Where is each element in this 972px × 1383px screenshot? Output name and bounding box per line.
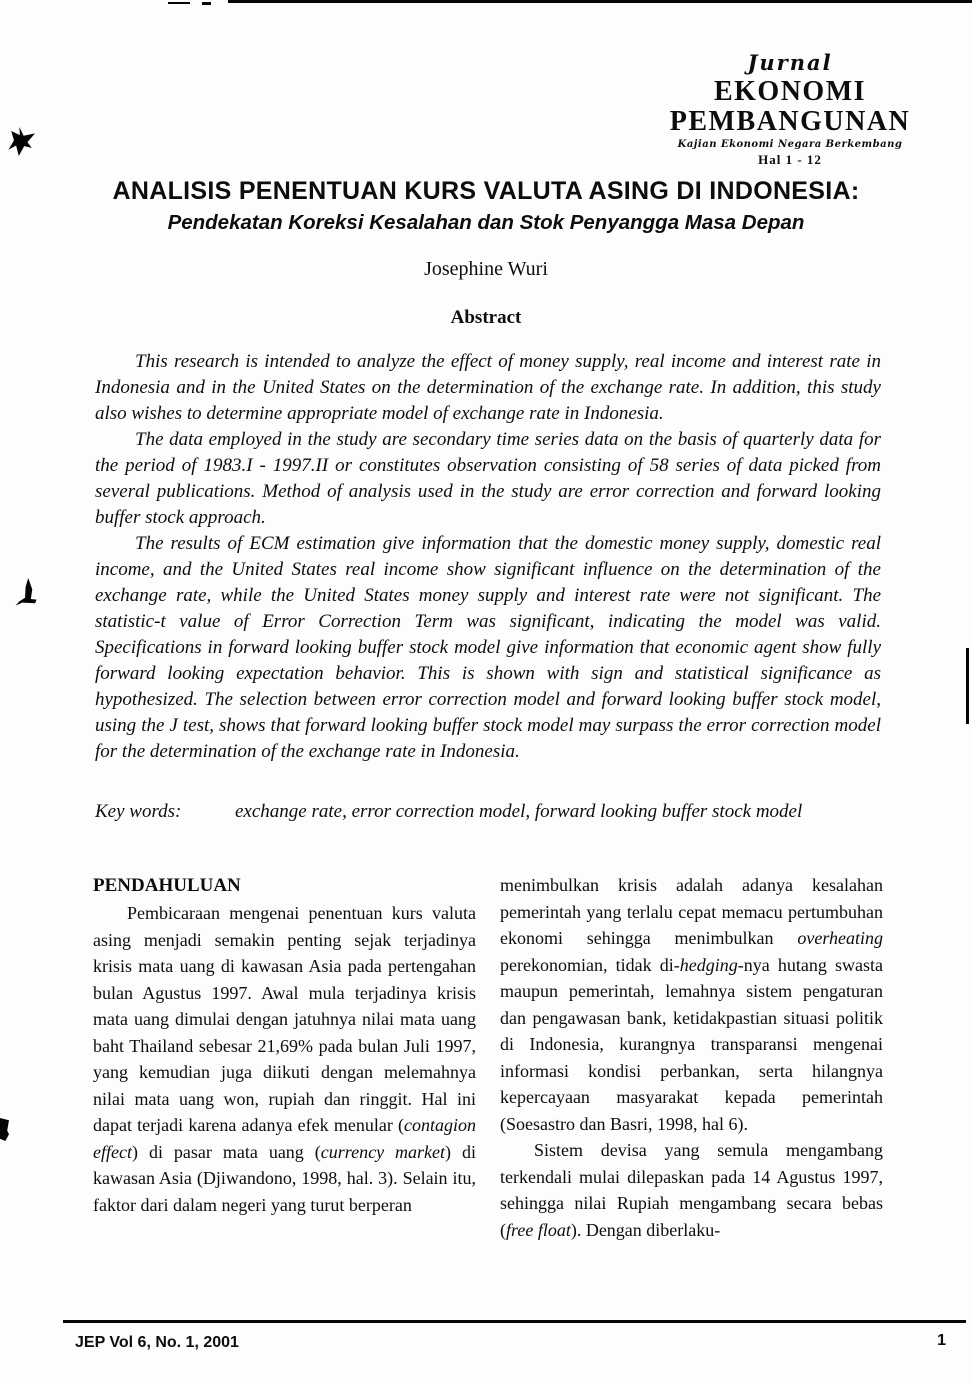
footer-page-number: 1 [937,1332,946,1349]
scan-artifact-top-line [228,0,972,3]
left-column [93,872,476,1243]
body-columns [93,872,883,1243]
author-name: Josephine Wuri [424,258,548,280]
ink-blot [8,127,35,156]
section-heading-pendahuluan: PENDAHULUAN [93,875,241,896]
journal-masthead [620,50,960,168]
abstract-paragraph: This research is intended to analyze the effect of money supply, real income and interest rate in Indonesia and in the United States on the determination of the exchange rate. In addition, this study also wishes to determine appropriate model of exchange rate in Indonesia. [95,351,881,424]
keywords-text: exchange rate, error correction model, forward looking buffer stock model [235,801,803,822]
scan-artifact-right-line [966,648,969,724]
ink-blot [0,1118,9,1141]
keywords-label: Key words: [95,801,182,822]
article-title: ANALISIS PENENTUAN KURS VALUTA ASING DI INDONESIA: [112,177,860,205]
journal-title-line1: EKONOMI [713,76,867,107]
ink-blot [15,578,39,608]
journal-title-line2: PEMBANGUNAN [669,106,911,137]
abstract-body [95,349,881,765]
journal-script-word: Jurnal [747,50,833,75]
article-subtitle: Pendekatan Koreksi Kesalahan dan Stok Penyangga Masa Depan [167,211,805,234]
scan-artifact-dash [202,2,211,5]
abstract-heading: Abstract [450,307,522,328]
page-range: Hal 1 - 12 [758,152,822,167]
keywords-line [95,801,881,823]
abstract-paragraph: The results of ECM estimation give information that the domestic money supply, domestic real income, and the United States real income show significant influence on the determination of the exchange rate, while the United States money supply and interest rate were not significant. The statistic-t value of Error Correction Term was significant, indicating the model was valid. Specifications in forward looking buffer stock model give information that economic agent show fully forward looking expectation behavior. This is shown with sign and statistical significance as hypothesized. The selection between error correction model and forward looking buffer stock model, using the J test, shows that forward looking buffer stock model may surpass the error correction model for the determination of the exchange rate in Indonesia. [95,533,881,762]
footer-rule [63,1320,966,1323]
scan-artifact-dash [168,2,190,4]
right-column [500,872,883,1243]
abstract-paragraph: The data employed in the study are secondary time series data on the basis of quarterly data for the period of 1983.I - 1997.II or constitutes observation consisting of 58 series of data picked from several publications. Method of analysis used in the study are error correction and forward looking buffer stock approach. [95,429,881,528]
journal-tagline: Kajian Ekonomi Negara Berkembang [677,139,903,150]
footer-journal-ref: JEP Vol 6, No. 1, 2001 [75,1334,239,1351]
body-paragraph: menimbulkan krisis adalah adanya kesalahan pemerintah yang terlalu cepat memacu pertumbuhan ekonomi sehingga menimbulkan overheating perekonomian, tidak di-hedging-nya hutang swasta maupun pemerintah, lemahnya sistem pengaturan dan pengawasan bank, ketidakpastian situasi politik di Indonesia, kurangnya transparansi mengenai informasi kondisi perbankan, serta hilangnya kepercayaan masyarakat kepada pemerintah (Soesastro dan Basri, 1998, hal 6). [500,875,884,1134]
body-paragraph: Pembicaraan mengenai penentuan kurs valuta asing menjadi semakin penting sejak terjadinya krisis mata uang di kawasan Asia pada pertengahan bulan Agustus 1997. Awal mula terjadinya krisis mata uang dimulai dengan jatuhnya nilai mata uang baht Thailand sebesar 21,69% pada bulan Juli 1997, yang kemudian juga diikuti dengan melemahnya nilai mata uang won, rupiah dan ringgit. Hal ini dapat terjadi karena adanya efek menular (contagion effect) di pasar mata uang (currency market) di kawasan Asia (Djiwandono, 1998, hal. 3). Selain itu, faktor dari dalam negeri yang turut berperan [93,903,476,1215]
body-paragraph: Sistem devisa yang semula mengambang terkendali mulai dilepaskan pada 14 Agustus 1997, sehingga nilai Rupiah mengambang secara bebas (free float). Dengan diberlaku- [500,1140,883,1240]
